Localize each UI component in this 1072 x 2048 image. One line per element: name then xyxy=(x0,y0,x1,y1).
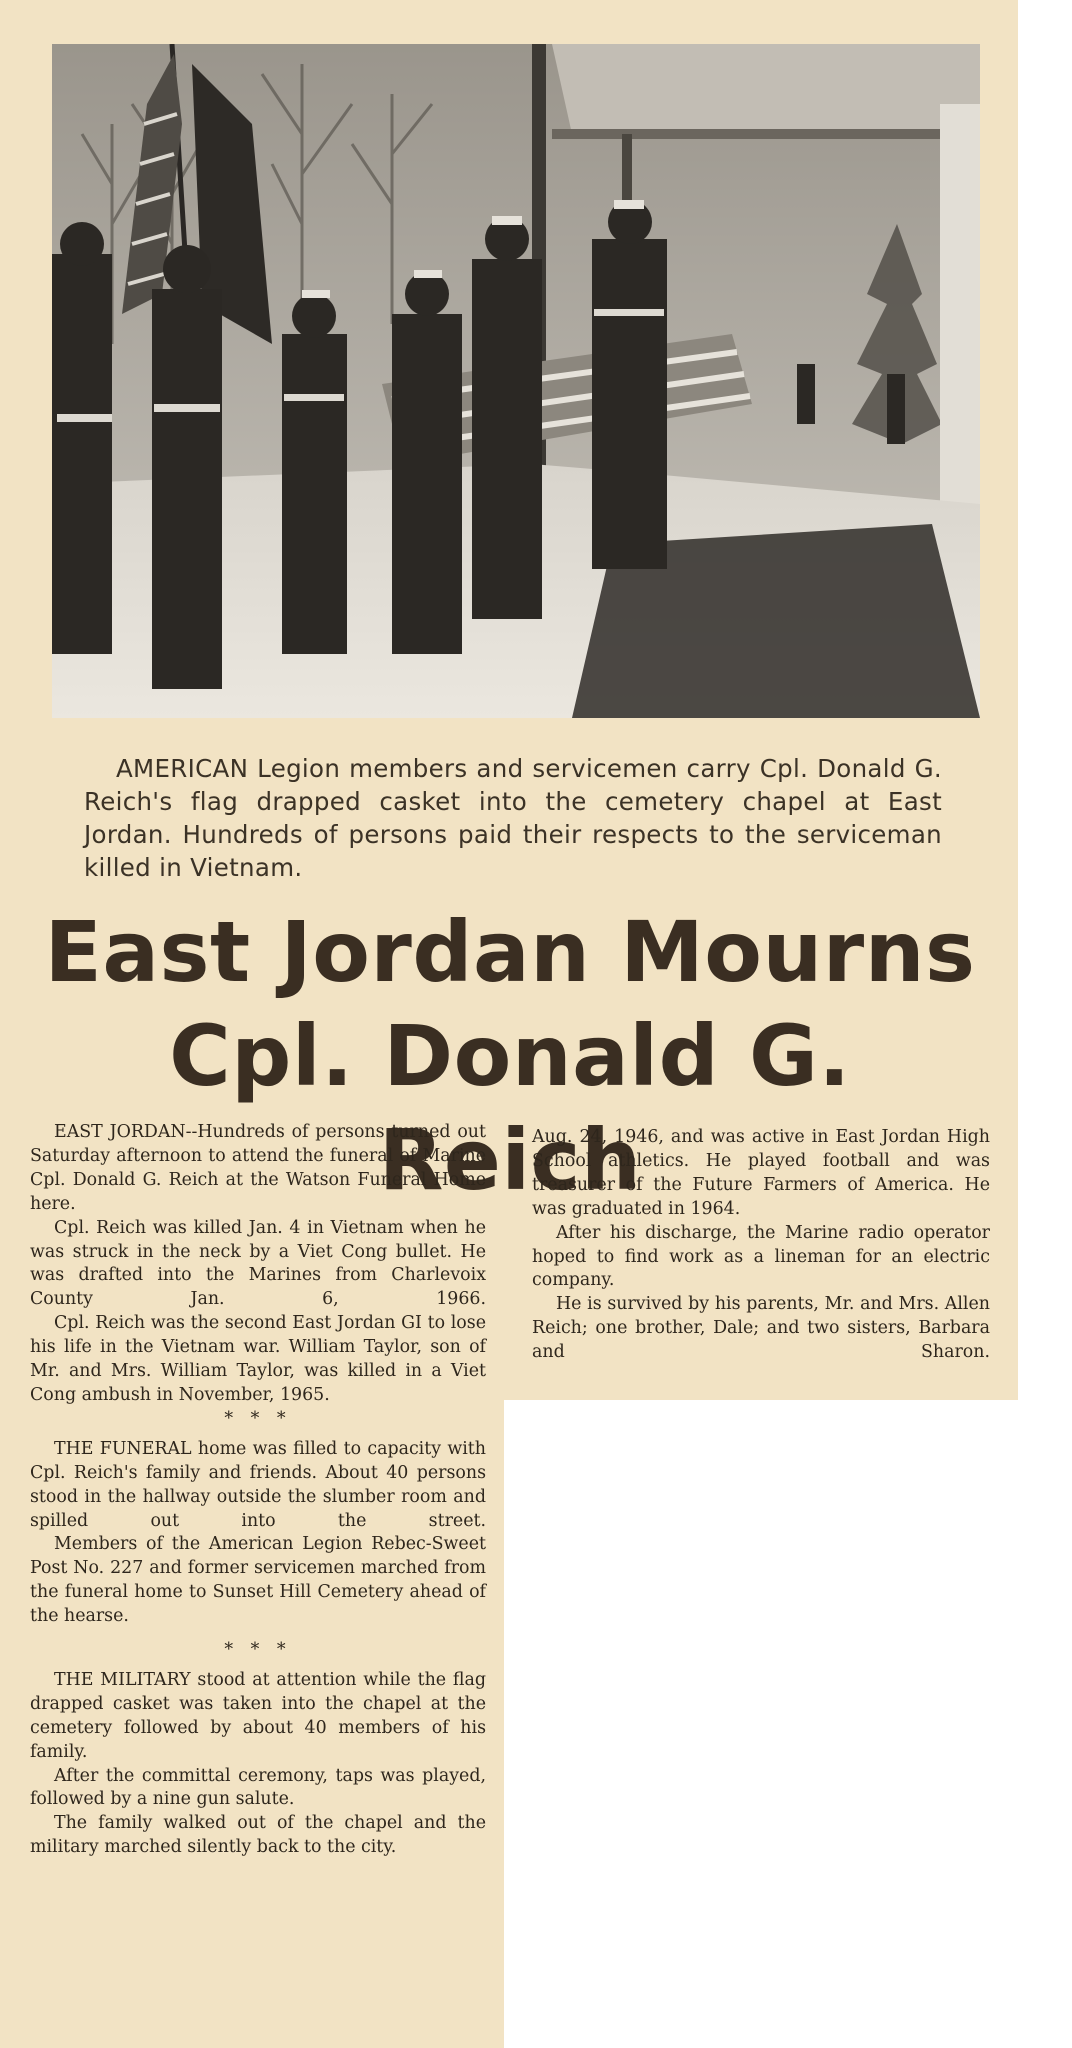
funeral-photo xyxy=(52,44,980,718)
article-column-left xyxy=(30,1121,486,1860)
paragraph: He is survived by his parents, Mr. and Mrs. Allen Reich; one brother, Dale; and two sisters, Barbara and Sharon. xyxy=(532,1294,990,1363)
paragraph: Cpl. Reich was the second East Jordan GI to lose his life in the Vietnam war. William Taylor, son of Mr. and Mrs. William Taylor, was killed in a Viet Cong ambush in November, 1965. xyxy=(30,1313,486,1405)
headline-line-1: East Jordan Mourns xyxy=(44,903,976,1001)
paragraph: After the committal ceremony, taps was played, followed by a nine gun salute. xyxy=(30,1765,486,1810)
article-column-right xyxy=(532,1126,990,1365)
photo-caption: AMERICAN Legion members and servicemen carry Cpl. Donald G. Reich's flag drapped casket into the cemetery chapel at East Jordan. Hundreds of persons paid their respects to the serviceman killed in Vietnam. xyxy=(84,754,942,882)
section-separator: * * * xyxy=(224,1640,292,1661)
paragraph: EAST JORDAN--Hundreds of persons turned out Saturday afternoon to attend the funeral of Marine Cpl. Donald G. Reich at the Watson Funeral Home here. xyxy=(30,1122,486,1214)
paragraph: Members of the American Legion Rebec-Sweet Post No. 227 and former servicemen marched from the funeral home to Sunset Hill Cemetery ahead of the hearse. xyxy=(30,1534,486,1627)
paragraph: THE FUNERAL home was filled to capacity with Cpl. Reich's family and friends. About 40 persons stood in the hallway outside the slumber room and spilled out into the street. xyxy=(30,1438,486,1531)
photo-illustration xyxy=(52,44,980,718)
paragraph: After his discharge, the Marine radio operator hoped to find work as a lineman for an electric company. xyxy=(532,1222,990,1291)
paragraph: Aug. 24, 1946, and was active in East Jordan High School athletics. He played football and was treasurer of the Future Farmers of America. He was graduated in 1964. xyxy=(532,1127,990,1219)
paragraph: THE MILITARY stood at attention while the flag drapped casket was taken into the chapel at the cemetery followed by about 40 members of his family. xyxy=(30,1669,486,1762)
paragraph: The family walked out of the chapel and the military marched silently back to the city. xyxy=(30,1813,486,1858)
section-separator: * * * xyxy=(224,1408,292,1429)
paragraph: Cpl. Reich was killed Jan. 4 in Vietnam when he was struck in the neck by a Viet Cong bullet. He was drafted into the Marines from Charlevoix County Jan. 6, 1966. xyxy=(30,1217,486,1310)
headline-line-2: Cpl. Donald G. Reich xyxy=(169,1007,851,1209)
